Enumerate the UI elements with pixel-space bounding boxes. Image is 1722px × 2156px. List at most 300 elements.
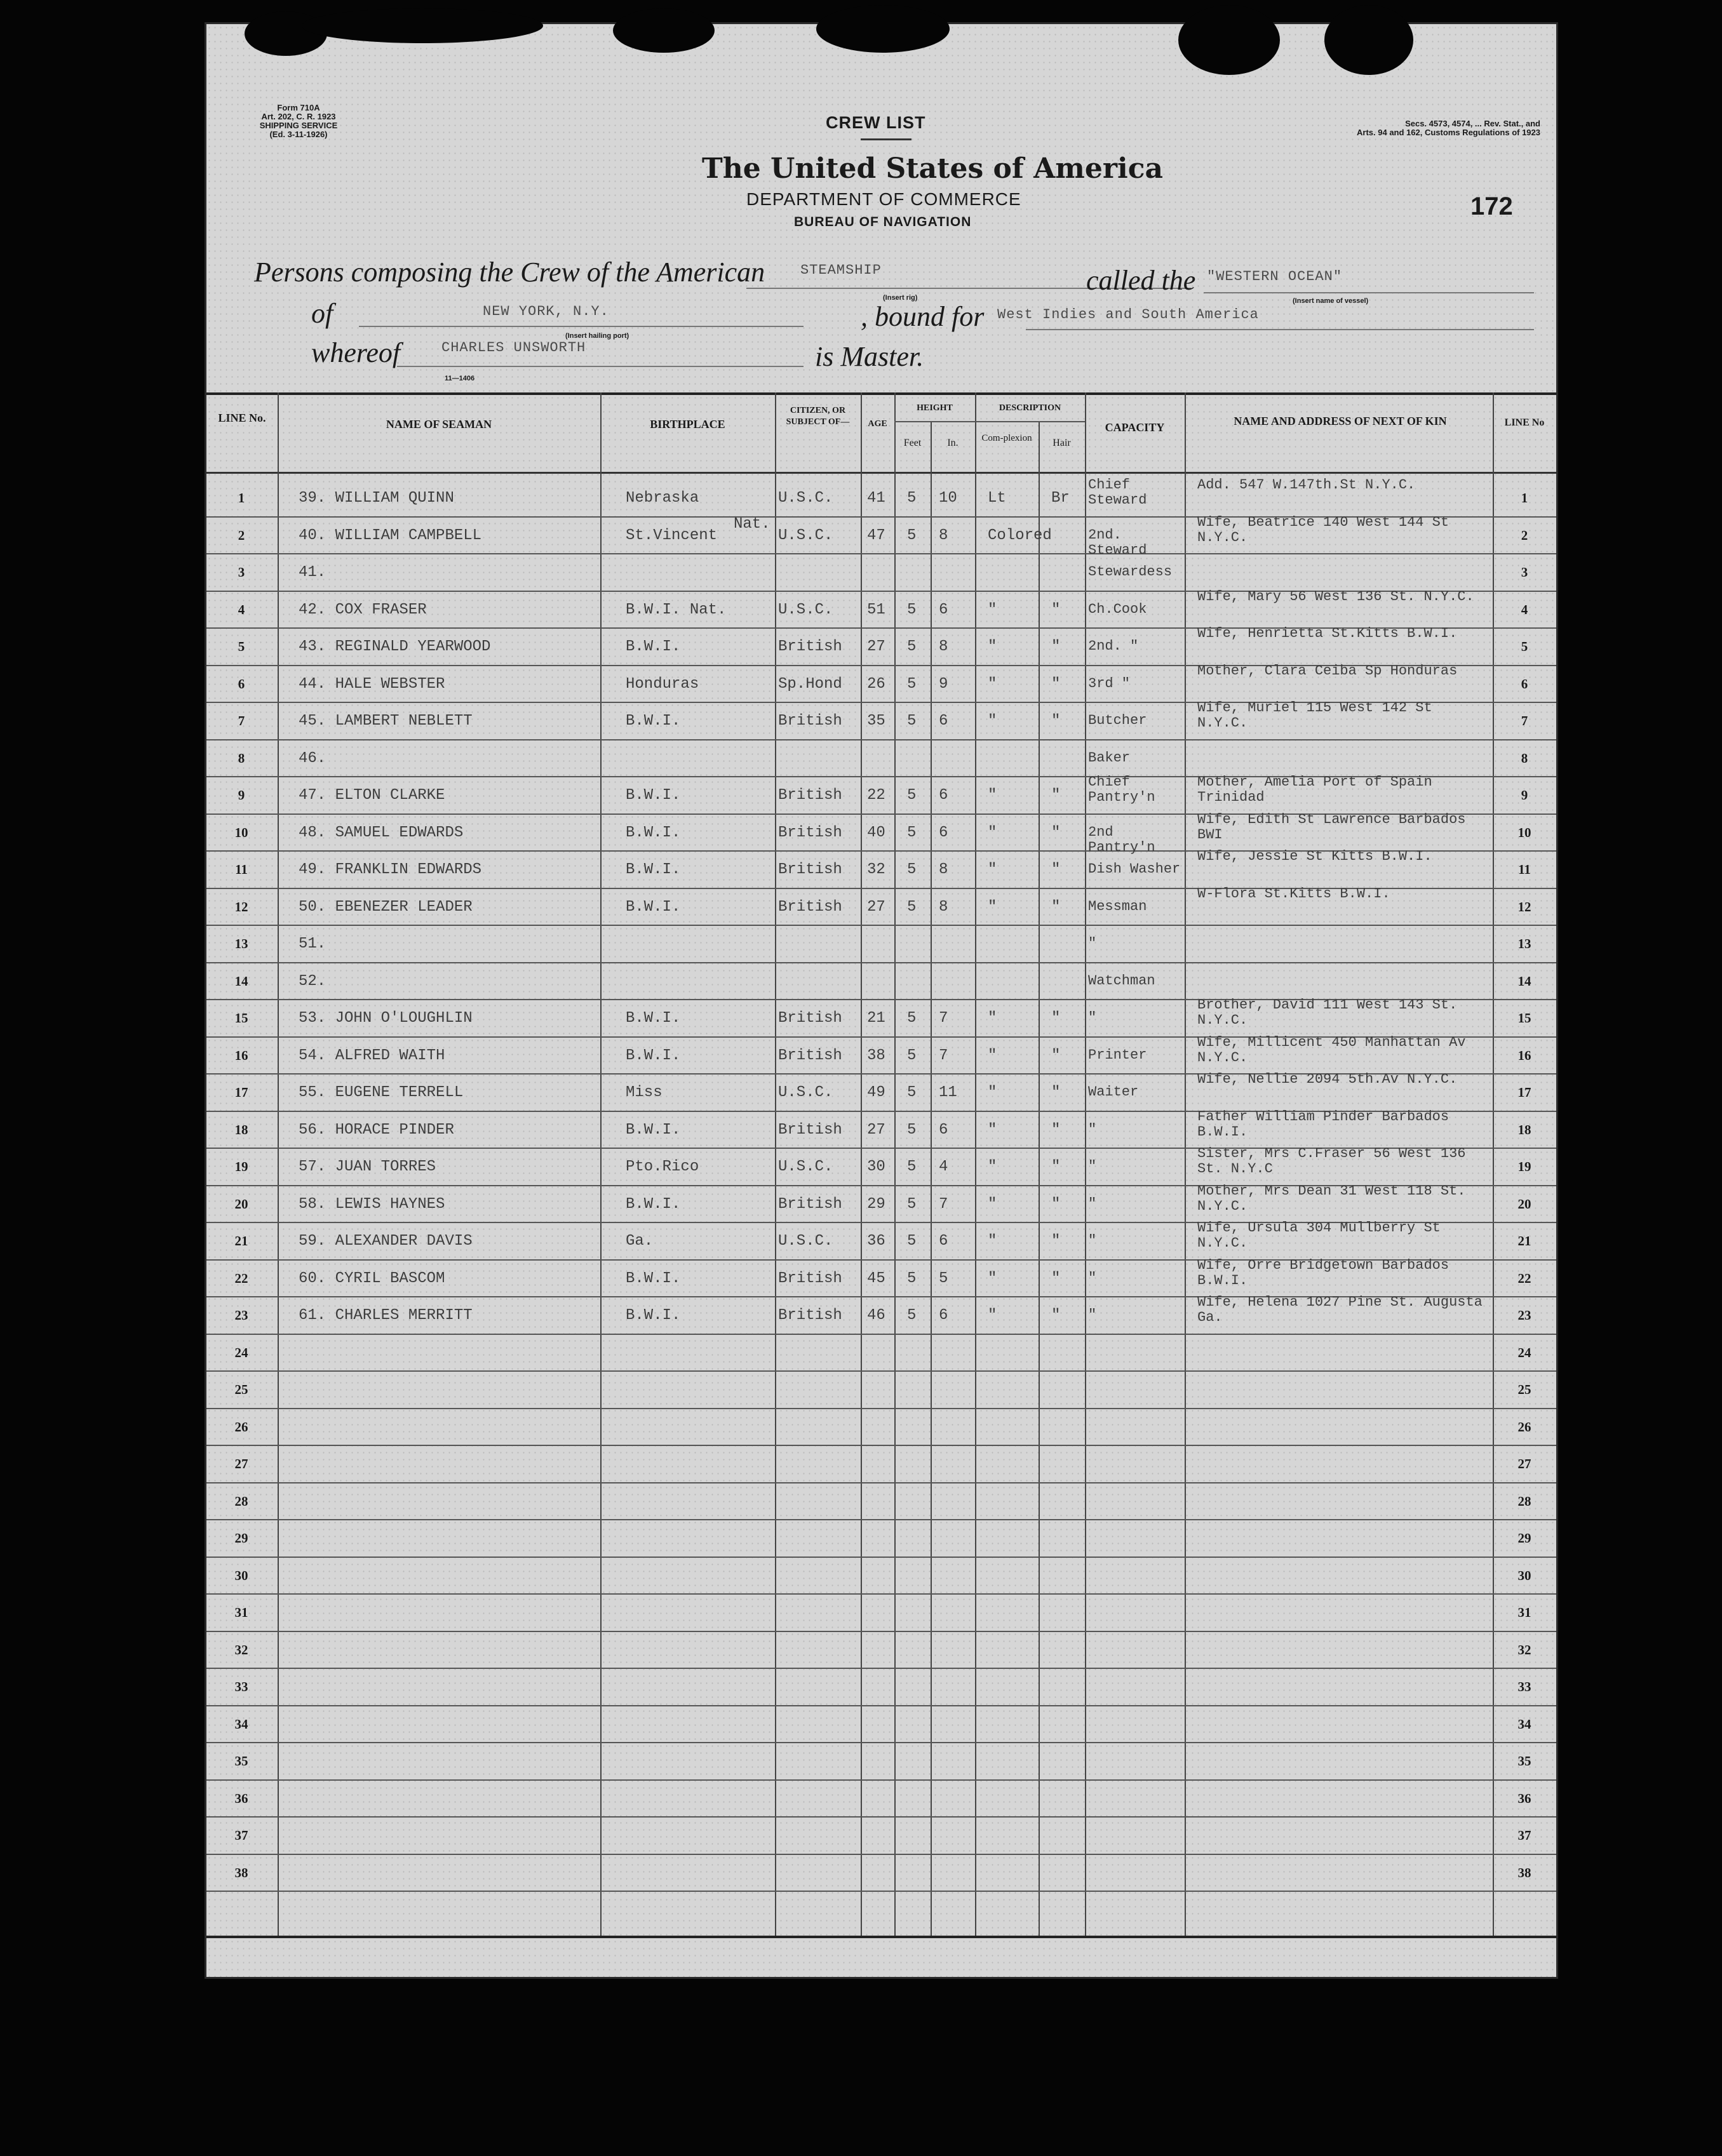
seaman-name: 51. [299, 935, 326, 953]
line-number: 11 [235, 862, 248, 877]
rig-hint: (Insert rig) [883, 294, 918, 302]
height-feet: 5 [907, 824, 917, 841]
seaman-name: 43. REGINALD YEARWOOD [299, 638, 491, 655]
whereof-label: whereof [311, 337, 401, 368]
line-number: 6 [238, 676, 245, 692]
subheader-rule [894, 421, 1085, 422]
table-bottom-border [206, 1936, 1556, 1938]
port-hint: (Insert hailing port) [565, 332, 629, 340]
height-inches: 6 [939, 1121, 948, 1139]
header-complexion: Com-plexion [981, 433, 1032, 443]
citizenship: British [778, 1195, 842, 1213]
of-label: of [311, 298, 333, 329]
capacity: 3rd " [1088, 675, 1131, 692]
seaman-name: 50. EBENEZER LEADER [299, 898, 473, 916]
seaman-name: 48. SAMUEL EDWARDS [299, 824, 464, 841]
height-feet: 5 [907, 1084, 917, 1101]
height-inches: 7 [939, 1010, 948, 1027]
citizenship: U.S.C. [778, 526, 833, 544]
complexion: Colored [988, 526, 1052, 544]
capacity: Ch.Cook [1088, 601, 1147, 617]
height-feet: 5 [907, 787, 917, 804]
line-number: 10 [234, 824, 248, 840]
line-number-right: 4 [1521, 601, 1528, 617]
naturalized-note: Nat. [734, 515, 770, 533]
citizenship: British [778, 1047, 842, 1064]
height-feet: 5 [907, 861, 917, 878]
row-rule [206, 1742, 1556, 1743]
age: 47 [867, 526, 885, 544]
birthplace: B.W.I. [626, 1195, 681, 1213]
complexion: " [988, 638, 997, 655]
next-of-kin: Mother, Amelia Port of Spain Trinidad [1197, 774, 1432, 805]
next-of-kin: W-Flora St.Kitts B.W.I. [1197, 885, 1390, 902]
column-rule [1039, 421, 1040, 1936]
next-of-kin: Wife, Henrietta St.Kitts B.W.I. [1197, 626, 1458, 641]
complexion: " [988, 824, 997, 841]
seaman-name: 60. CYRIL BASCOM [299, 1269, 445, 1287]
birthplace: Miss [626, 1084, 663, 1101]
hair: " [1051, 1084, 1061, 1101]
column-rule [931, 421, 932, 1936]
hair: " [1051, 787, 1061, 804]
height-inches: 8 [939, 638, 948, 655]
capacity: Chief Pantry'n [1088, 774, 1155, 805]
line-number-right: 18 [1517, 1122, 1531, 1137]
burn-mark [302, 8, 543, 43]
row-rule [206, 1816, 1556, 1818]
next-of-kin: Wife, Ursula 304 Mullberry St N.Y.C. [1197, 1220, 1441, 1251]
next-of-kin: Wife, Beatrice 140 West 144 St N.Y.C. [1197, 514, 1450, 546]
line-number: 9 [238, 787, 245, 803]
capacity: Chief Steward [1088, 477, 1147, 508]
age: 29 [867, 1195, 885, 1213]
line-number-right: 30 [1517, 1567, 1531, 1583]
header-hair: Hair [1053, 438, 1071, 448]
line-number: 4 [238, 601, 245, 617]
line-number: 12 [234, 899, 248, 914]
seaman-name: 49. FRANKLIN EDWARDS [299, 861, 482, 878]
line-number-right: 21 [1517, 1233, 1531, 1249]
line-number: 25 [234, 1382, 248, 1397]
row-rule [206, 1408, 1556, 1409]
hair: " [1051, 1195, 1061, 1213]
next-of-kin: Sister, Mrs C.Fraser 56 West 136 St. N.Y.C [1197, 1146, 1466, 1177]
age: 36 [867, 1233, 885, 1250]
line-number-right: 11 [1518, 862, 1531, 877]
line-number-right: 38 [1517, 1865, 1531, 1880]
next-of-kin: Mother, Mrs Dean 31 West 118 St. N.Y.C. [1197, 1182, 1466, 1214]
port-line [359, 326, 804, 327]
line-number: 21 [234, 1233, 248, 1249]
citizenship: British [778, 787, 842, 804]
citizenship: British [778, 1010, 842, 1027]
citizenship: U.S.C. [778, 490, 833, 507]
citizenship: British [778, 713, 842, 730]
birthplace: B.W.I. [626, 1121, 681, 1139]
complexion: " [988, 1010, 997, 1027]
height-inches: 6 [939, 1307, 948, 1324]
age: 41 [867, 490, 885, 507]
age: 26 [867, 675, 885, 693]
line-number-right: 23 [1517, 1308, 1531, 1323]
citizenship: U.S.C. [778, 601, 833, 619]
height-feet: 5 [907, 601, 917, 619]
vessel-line [1204, 292, 1534, 293]
line-number: 30 [234, 1567, 248, 1583]
persons-label: Persons composing the Crew of the American [254, 257, 765, 288]
statute-line: Secs. 4573, 4574, ... Rev. Stat., and [1405, 119, 1540, 128]
birthplace: B.W.I. [626, 638, 681, 655]
header-next-of-kin: NAME AND ADDRESS OF NEXT OF KIN [1234, 415, 1447, 427]
line-number: 24 [234, 1344, 248, 1360]
next-of-kin: Wife, Mary 56 West 136 St. N.Y.C. [1197, 588, 1474, 605]
age: 46 [867, 1307, 885, 1324]
birthplace: B.W.I. [626, 713, 681, 730]
burn-mark [1178, 5, 1280, 75]
bureau-name: BUREAU OF NAVIGATION [794, 215, 972, 229]
line-number: 29 [234, 1530, 248, 1546]
birthplace: B.W.I. [626, 898, 681, 916]
age: 27 [867, 1121, 885, 1139]
row-rule [206, 1891, 1556, 1892]
capacity: 2nd. Steward [1088, 526, 1147, 558]
line-number-right: 35 [1517, 1753, 1531, 1769]
height-feet: 5 [907, 1158, 917, 1175]
complexion: " [988, 1269, 997, 1287]
hair: " [1051, 1269, 1061, 1287]
line-number-right: 20 [1517, 1196, 1531, 1212]
birthplace: B.W.I. [626, 1269, 681, 1287]
crew-table [206, 392, 1556, 1942]
master-name: CHARLES UNSWORTH [441, 340, 586, 356]
line-number: 37 [234, 1828, 248, 1843]
next-of-kin: Wife, Millicent 450 Manhattan Av N.Y.C. [1197, 1034, 1466, 1066]
hair: " [1051, 861, 1061, 878]
next-of-kin: Wife, Helena 1027 Pine St. Augusta Ga. [1197, 1294, 1483, 1325]
age: 40 [867, 824, 885, 841]
row-rule [206, 1445, 1556, 1446]
header-capacity: CAPACITY [1105, 421, 1165, 434]
complexion: " [988, 713, 997, 730]
header-feet: Feet [903, 438, 922, 448]
citizenship: Sp.Hond [778, 675, 842, 693]
line-number-right: 3 [1521, 565, 1528, 580]
row-rule [206, 739, 1556, 740]
birthplace: Ga. [626, 1233, 654, 1250]
statute-block [1280, 119, 1540, 137]
hair: " [1051, 601, 1061, 619]
citizenship: British [778, 861, 842, 878]
complexion: " [988, 1084, 997, 1101]
height-inches: 6 [939, 601, 948, 619]
next-of-kin: Wife, Nellie 2094 5th.Av N.Y.C. [1197, 1071, 1458, 1087]
header-bottom-border [206, 472, 1556, 474]
line-number: 36 [234, 1790, 248, 1806]
capacity: Dish Washer [1088, 861, 1181, 877]
height-feet: 5 [907, 638, 917, 655]
seaman-name: 53. JOHN O'LOUGHLIN [299, 1010, 473, 1027]
complexion: " [988, 1121, 997, 1139]
form-id-line: Form 710A [277, 103, 320, 112]
row-rule [206, 962, 1556, 963]
seaman-name: 56. HORACE PINDER [299, 1121, 454, 1139]
line-number: 35 [234, 1753, 248, 1769]
height-inches: 6 [939, 824, 948, 841]
rig-value: STEAMSHIP [800, 262, 882, 278]
line-number-right: 34 [1517, 1716, 1531, 1732]
capacity: Printer [1088, 1047, 1147, 1063]
row-rule [206, 1668, 1556, 1669]
capacity: " [1088, 1010, 1097, 1026]
height-inches: 7 [939, 1195, 948, 1213]
column-rule [775, 392, 776, 1936]
line-number: 34 [234, 1716, 248, 1732]
height-feet: 5 [907, 713, 917, 730]
line-number: 3 [238, 565, 245, 580]
line-number-right: 1 [1521, 490, 1528, 506]
age: 49 [867, 1084, 885, 1101]
line-number: 5 [238, 639, 245, 654]
height-inches: 8 [939, 526, 948, 544]
capacity: " [1088, 1121, 1097, 1137]
line-number-right: 7 [1521, 713, 1528, 728]
column-rule [1493, 392, 1494, 1936]
age: 22 [867, 787, 885, 804]
height-inches: 8 [939, 898, 948, 916]
height-inches: 9 [939, 675, 948, 693]
row-rule [206, 925, 1556, 926]
hair: " [1051, 675, 1061, 693]
next-of-kin: Wife, Muriel 115 West 142 St N.Y.C. [1197, 700, 1432, 731]
line-number-right: 14 [1517, 973, 1531, 989]
complexion: " [988, 861, 997, 878]
line-number-right: 9 [1521, 787, 1528, 803]
line-number: 33 [234, 1679, 248, 1694]
seaman-name: 61. CHARLES MERRITT [299, 1307, 473, 1324]
height-inches: 8 [939, 861, 948, 878]
line-number-right: 16 [1517, 1047, 1531, 1063]
capacity: Watchman [1088, 972, 1155, 989]
height-inches: 10 [939, 490, 957, 507]
birthplace: B.W.I. [626, 787, 681, 804]
column-rule [1085, 392, 1086, 1936]
next-of-kin: Add. 547 W.147th.St N.Y.C. [1197, 477, 1416, 493]
line-number-right: 12 [1517, 899, 1531, 914]
header-age: AGE [868, 419, 887, 429]
destination-value: West Indies and South America [997, 307, 1259, 323]
capacity: Butcher [1088, 713, 1147, 728]
height-feet: 5 [907, 490, 917, 507]
country-title: The United States of America [702, 152, 1164, 185]
title-rule [861, 138, 911, 140]
row-rule [206, 1779, 1556, 1781]
header-line-no-right: LINE No [1504, 417, 1545, 428]
hair: " [1051, 1158, 1061, 1175]
capacity: " [1088, 1158, 1097, 1174]
capacity: " [1088, 935, 1097, 951]
form-id-block [235, 104, 362, 139]
citizenship: U.S.C. [778, 1158, 833, 1175]
height-feet: 5 [907, 675, 917, 693]
height-inches: 11 [939, 1084, 957, 1101]
line-number-right: 32 [1517, 1642, 1531, 1657]
citizenship: British [778, 1307, 842, 1324]
is-master-label: is Master. [815, 341, 924, 372]
seaman-name: 59. ALEXANDER DAVIS [299, 1233, 473, 1250]
citizenship: British [778, 824, 842, 841]
citizenship: British [778, 1269, 842, 1287]
capacity: Messman [1088, 898, 1147, 914]
line-number-right: 8 [1521, 750, 1528, 766]
height-feet: 5 [907, 1269, 917, 1287]
line-number: 1 [238, 490, 245, 506]
line-number: 14 [234, 973, 248, 989]
seaman-name: 45. LAMBERT NEBLETT [299, 713, 473, 730]
birthplace: B.W.I. [626, 1010, 681, 1027]
row-rule [206, 1593, 1556, 1595]
line-number-right: 2 [1521, 527, 1528, 543]
crew-list-document [206, 24, 1556, 1977]
citizenship: British [778, 1121, 842, 1139]
line-number-right: 17 [1517, 1085, 1531, 1100]
age: 51 [867, 601, 885, 619]
hair: " [1051, 1307, 1061, 1324]
header-line-no: LINE No. [218, 412, 266, 424]
height-inches: 6 [939, 713, 948, 730]
line-number-right: 28 [1517, 1493, 1531, 1509]
row-rule [206, 1854, 1556, 1855]
complexion: Lt [988, 490, 1006, 507]
line-number: 28 [234, 1493, 248, 1509]
height-inches: 5 [939, 1269, 948, 1287]
form-id-line: (Ed. 3-11-1926) [269, 130, 328, 139]
column-rule [975, 392, 976, 1936]
line-number-right: 15 [1517, 1010, 1531, 1026]
line-number: 18 [234, 1122, 248, 1137]
line-number-right: 27 [1517, 1456, 1531, 1471]
header-name: NAME OF SEAMAN [386, 418, 492, 431]
row-rule [206, 1519, 1556, 1520]
seaman-name: 46. [299, 749, 326, 767]
row-rule [206, 1705, 1556, 1706]
height-feet: 5 [907, 1233, 917, 1250]
seaman-name: 44. HALE WEBSTER [299, 675, 445, 693]
header-birthplace: BIRTHPLACE [650, 418, 725, 431]
hair: " [1051, 898, 1061, 916]
line-number-right: 37 [1517, 1828, 1531, 1843]
column-rule [894, 392, 896, 1936]
form-id-line: SHIPPING SERVICE [259, 121, 338, 130]
seaman-name: 57. JUAN TORRES [299, 1158, 436, 1175]
age: 27 [867, 898, 885, 916]
height-feet: 5 [907, 1195, 917, 1213]
next-of-kin: Wife, Orre Bridgetown Barbados B.W.I. [1197, 1257, 1450, 1289]
department-name: DEPARTMENT OF COMMERCE [746, 189, 1021, 209]
table-top-border [206, 392, 1556, 395]
hair: " [1051, 1233, 1061, 1250]
called-label: called the [1086, 265, 1196, 296]
citizenship: British [778, 638, 842, 655]
age: 32 [867, 861, 885, 878]
footer-code: 11—1406 [445, 375, 475, 382]
line-number: 26 [234, 1419, 248, 1435]
line-number: 16 [234, 1047, 248, 1063]
height-inches: 6 [939, 787, 948, 804]
next-of-kin: Brother, David 111 West 143 St. N.Y.C. [1197, 997, 1458, 1028]
column-rule [278, 392, 279, 1936]
height-feet: 5 [907, 1047, 917, 1064]
vessel-hint: (Insert name of vessel) [1293, 297, 1369, 305]
line-number-right: 6 [1521, 676, 1528, 692]
destination-line [1026, 329, 1534, 330]
line-number: 17 [234, 1085, 248, 1100]
age: 30 [867, 1158, 885, 1175]
birthplace: Honduras [626, 675, 699, 693]
line-number-right: 36 [1517, 1790, 1531, 1806]
column-rule [600, 392, 602, 1936]
capacity: " [1088, 1269, 1097, 1286]
seaman-name: 55. EUGENE TERRELL [299, 1084, 464, 1101]
burn-mark [613, 8, 715, 53]
complexion: " [988, 1307, 997, 1324]
form-title: CREW LIST [826, 113, 926, 132]
next-of-kin: Father William Pinder Barbados B.W.I. [1197, 1108, 1450, 1140]
height-feet: 5 [907, 1307, 917, 1324]
capacity: Waiter [1088, 1084, 1139, 1100]
next-of-kin: Wife, Jessie St Kitts B.W.I. [1197, 848, 1432, 864]
row-rule [206, 1370, 1556, 1372]
seaman-name: 54. ALFRED WAITH [299, 1047, 445, 1064]
birthplace: Pto.Rico [626, 1158, 699, 1175]
master-line [397, 366, 804, 367]
hair: " [1051, 713, 1061, 730]
form-id-line: Art. 202, C. R. 1923 [261, 112, 336, 121]
line-number: 7 [238, 713, 245, 728]
height-feet: 5 [907, 1121, 917, 1139]
line-number-right: 10 [1517, 824, 1531, 840]
seaman-name: 40. WILLIAM CAMPBELL [299, 526, 482, 544]
row-rule [206, 1482, 1556, 1483]
hair: " [1051, 824, 1061, 841]
bound-label: , bound for [861, 301, 985, 332]
citizenship: British [778, 898, 842, 916]
line-number: 27 [234, 1456, 248, 1471]
line-number-right: 33 [1517, 1679, 1531, 1694]
row-rule [206, 553, 1556, 554]
line-number-right: 25 [1517, 1382, 1531, 1397]
vessel-name: "WESTERN OCEAN" [1207, 269, 1343, 285]
line-number: 31 [234, 1605, 248, 1620]
line-number-right: 13 [1517, 936, 1531, 951]
height-inches: 4 [939, 1158, 948, 1175]
birthplace: B.W.I. Nat. [626, 601, 727, 619]
line-number: 13 [234, 936, 248, 951]
complexion: " [988, 1158, 997, 1175]
burn-mark [1324, 5, 1413, 75]
capacity: " [1088, 1195, 1097, 1212]
height-inches: 6 [939, 1233, 948, 1250]
citizenship: U.S.C. [778, 1233, 833, 1250]
complexion: " [988, 1195, 997, 1213]
burn-mark [816, 5, 950, 53]
line-number: 19 [234, 1159, 248, 1174]
seaman-name: 58. LEWIS HAYNES [299, 1195, 445, 1213]
age: 21 [867, 1010, 885, 1027]
line-number: 15 [234, 1010, 248, 1026]
birthplace: B.W.I. [626, 824, 681, 841]
next-of-kin: Mother, Clara Ceiba Sp Honduras [1197, 662, 1458, 679]
